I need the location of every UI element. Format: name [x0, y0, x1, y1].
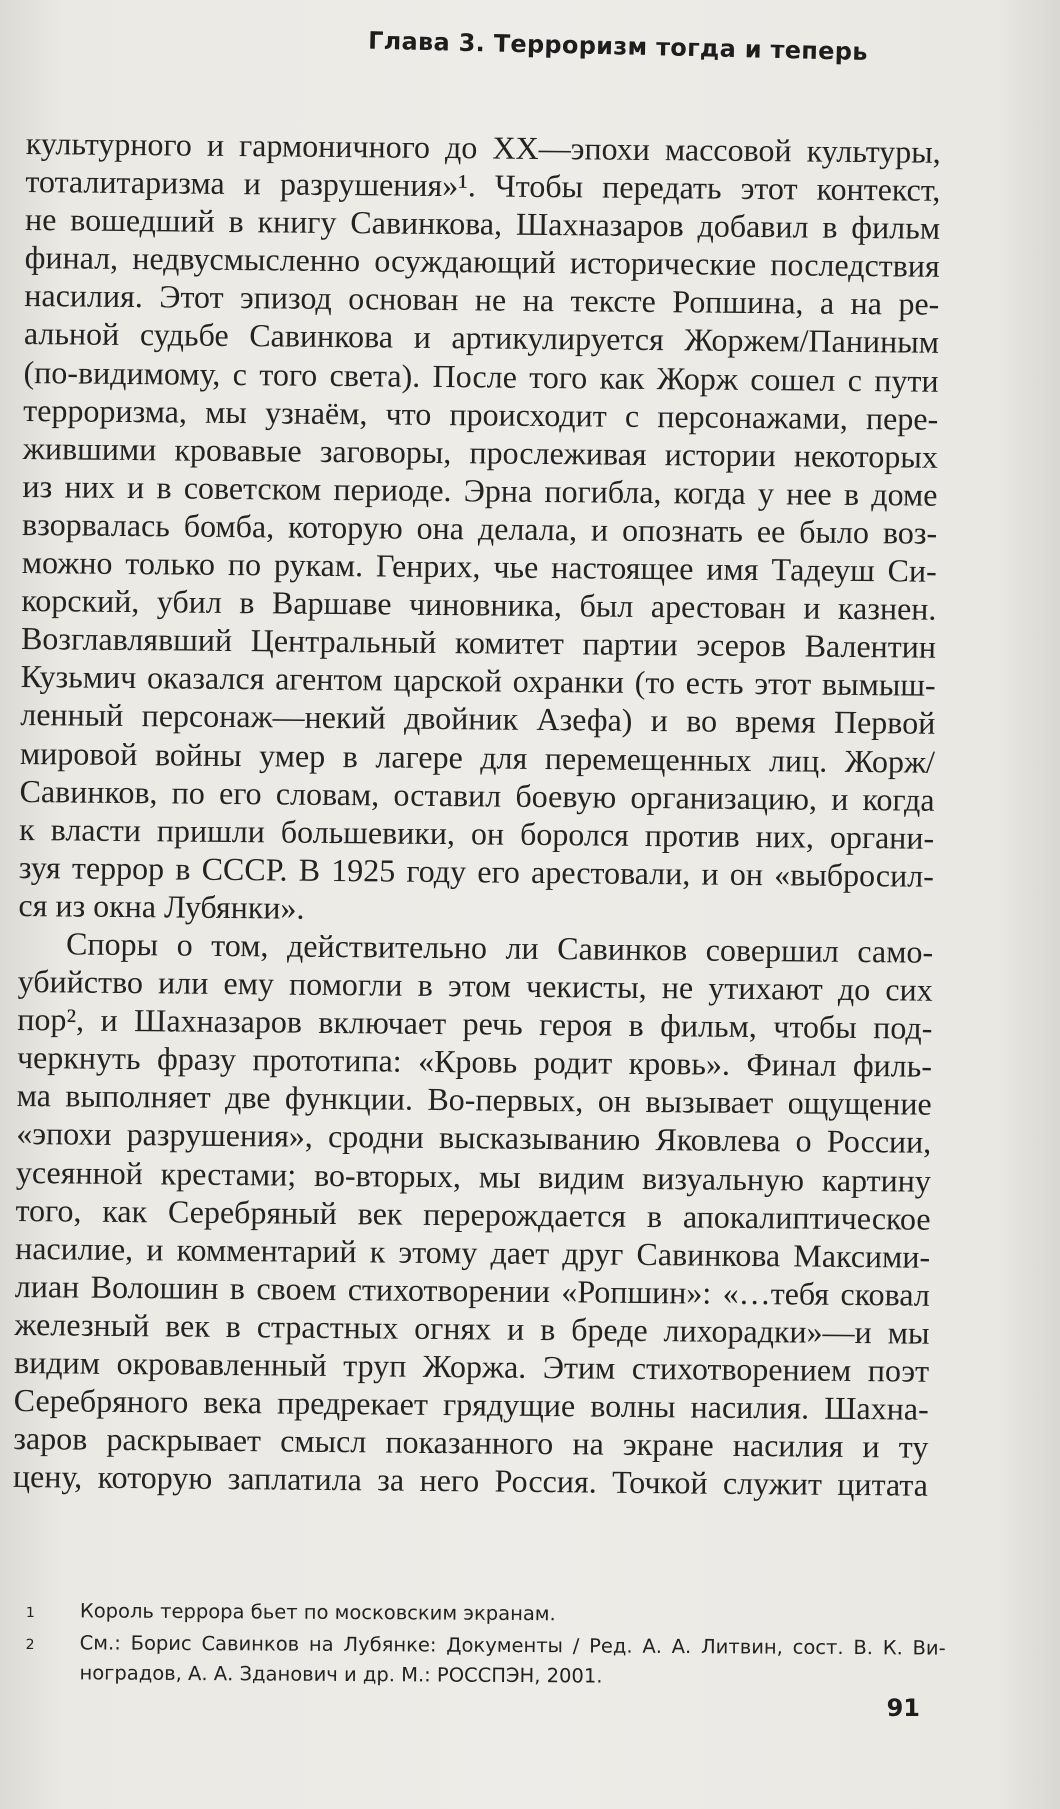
text-line: насилия. Этот эпизод основан не на тексте Ропшина, а на ре-: [24, 277, 940, 323]
footnote-line: См.: Борис Савинков на Лубянке: Документы / Ред. А. А. Литвин, сост. В. К. Ви-: [79, 1631, 946, 1660]
text-line: тоталитаризма и разрушения»¹. Чтобы передать этот контекст,: [25, 163, 941, 208]
text-line: цену, которую заплатила за него Россия. Точкой служит цитата: [12, 1458, 929, 1504]
text-line: взорвалась бомба, которую она делала, и опознать ее было воз-: [21, 505, 938, 551]
footnote-number: 2: [25, 1636, 35, 1654]
text-line: не вошедший в книгу Савинкова, Шахназаров добавил в фильм: [24, 201, 941, 246]
text-line: ленный персонаж—некий двойник Азефа) и во время Первой: [20, 696, 936, 742]
text-line: Кузьмич оказался агентом царской охранки (то есть этот вымыш-: [20, 658, 936, 704]
text-line: «эпохи разрушения», сродни высказыванию Яковлева о России,: [16, 1115, 932, 1161]
text-line: насилие, и комментарий к этому дает друг Савинкова Максими-: [15, 1229, 931, 1275]
text-line: видим окровавленный труп Жоржа. Этим стихотворением поэт: [13, 1343, 930, 1389]
footnote-number: 1: [25, 1604, 35, 1622]
text-line: финал, недвусмысленно осуждающий исторические последствия: [24, 239, 940, 285]
text-line: заров раскрывает смысл показанного на экране насилия и ту: [13, 1420, 929, 1465]
text-line: (по-видимому, с того света). После того как Жорж сошел с пути: [23, 353, 939, 399]
text-line: терроризма, мы узнаём, что происходит с персонажами, пере-: [23, 391, 939, 437]
text-line: Серебряного века предрекает грядущие волны насилия. Шахна-: [13, 1382, 929, 1427]
footnotes: [25, 1596, 946, 1694]
text-line: можно только по рукам. Генрих, чье настоящее имя Тадеуш Си-: [21, 544, 937, 589]
text-line: ма выполняет две функции. Во-первых, он вызывает ощущение: [16, 1077, 932, 1123]
footnote: [25, 1628, 945, 1694]
text-line: мировой войны умер в лагере для перемещенных лиц. Жорж/: [19, 734, 936, 780]
footnote-text: [80, 1596, 946, 1633]
text-line: жившими кровавые заговоры, прослеживая истории некоторых: [22, 429, 939, 475]
footnote-text: [79, 1628, 945, 1693]
page-number: 91: [886, 1694, 920, 1722]
text-line: к власти пришли большевики, он боролся против них, органи-: [19, 810, 935, 856]
text-line: Возглавлявший Центральный комитет партии эсеров Валентин: [20, 620, 937, 665]
text-line: усеянной крестами; во-вторых, мы видим визуальную картину: [15, 1153, 932, 1199]
text-line: лиан Волошин в своем стихотворении «Ропшин»: «…тебя сковал: [14, 1267, 930, 1313]
paragraph-first-line: Споры о том, действительно ли Савинков совершил само-: [65, 925, 934, 970]
text-line: зуя террор в СССР. В 1925 году его арестовали, и он «выбросил-: [18, 848, 935, 894]
text-line: корский, убил в Варшаве чиновника, был арестован и казнен.: [21, 582, 937, 627]
paragraph-last-line: ся из окна Лубянки».: [18, 886, 305, 926]
text-line: убийство или ему помогли в этом чекисты, не утихают до сих: [17, 963, 933, 1008]
text-line: Савинков, по его словам, оставил боевую организацию, и когда: [19, 772, 935, 818]
footnote-line: Король террора бьет по московским экранам.: [79, 1599, 556, 1626]
footnote-line: ноградов, А. А. Зданович и др. М.: РОССПЭН, 2001.: [79, 1661, 603, 1688]
text-line: альной судьбе Савинкова и артикулируется Жоржем/Паниным: [23, 315, 940, 361]
text-line: железный век в страстных огнях и в бреде лихорадки»—и мы: [14, 1305, 930, 1351]
text-line: культурного и гармоничного до XX—эпохи массовой культуры,: [25, 124, 941, 170]
text-line: черкнуть фразу прототипа: «Кровь родит кровь». Финал филь-: [16, 1039, 933, 1084]
body-text: [13, 124, 941, 1504]
running-header: Глава 3. Терроризм тогда и теперь: [368, 26, 869, 66]
text-line: пор², и Шахназаров включает речь героя в фильм, чтобы под-: [17, 1001, 933, 1046]
text-line: из них и в советском периоде. Эрна погибла, когда у нее в доме: [22, 467, 938, 513]
text-line: того, как Серебряный век перерождается в апокалиптическое: [15, 1191, 931, 1237]
